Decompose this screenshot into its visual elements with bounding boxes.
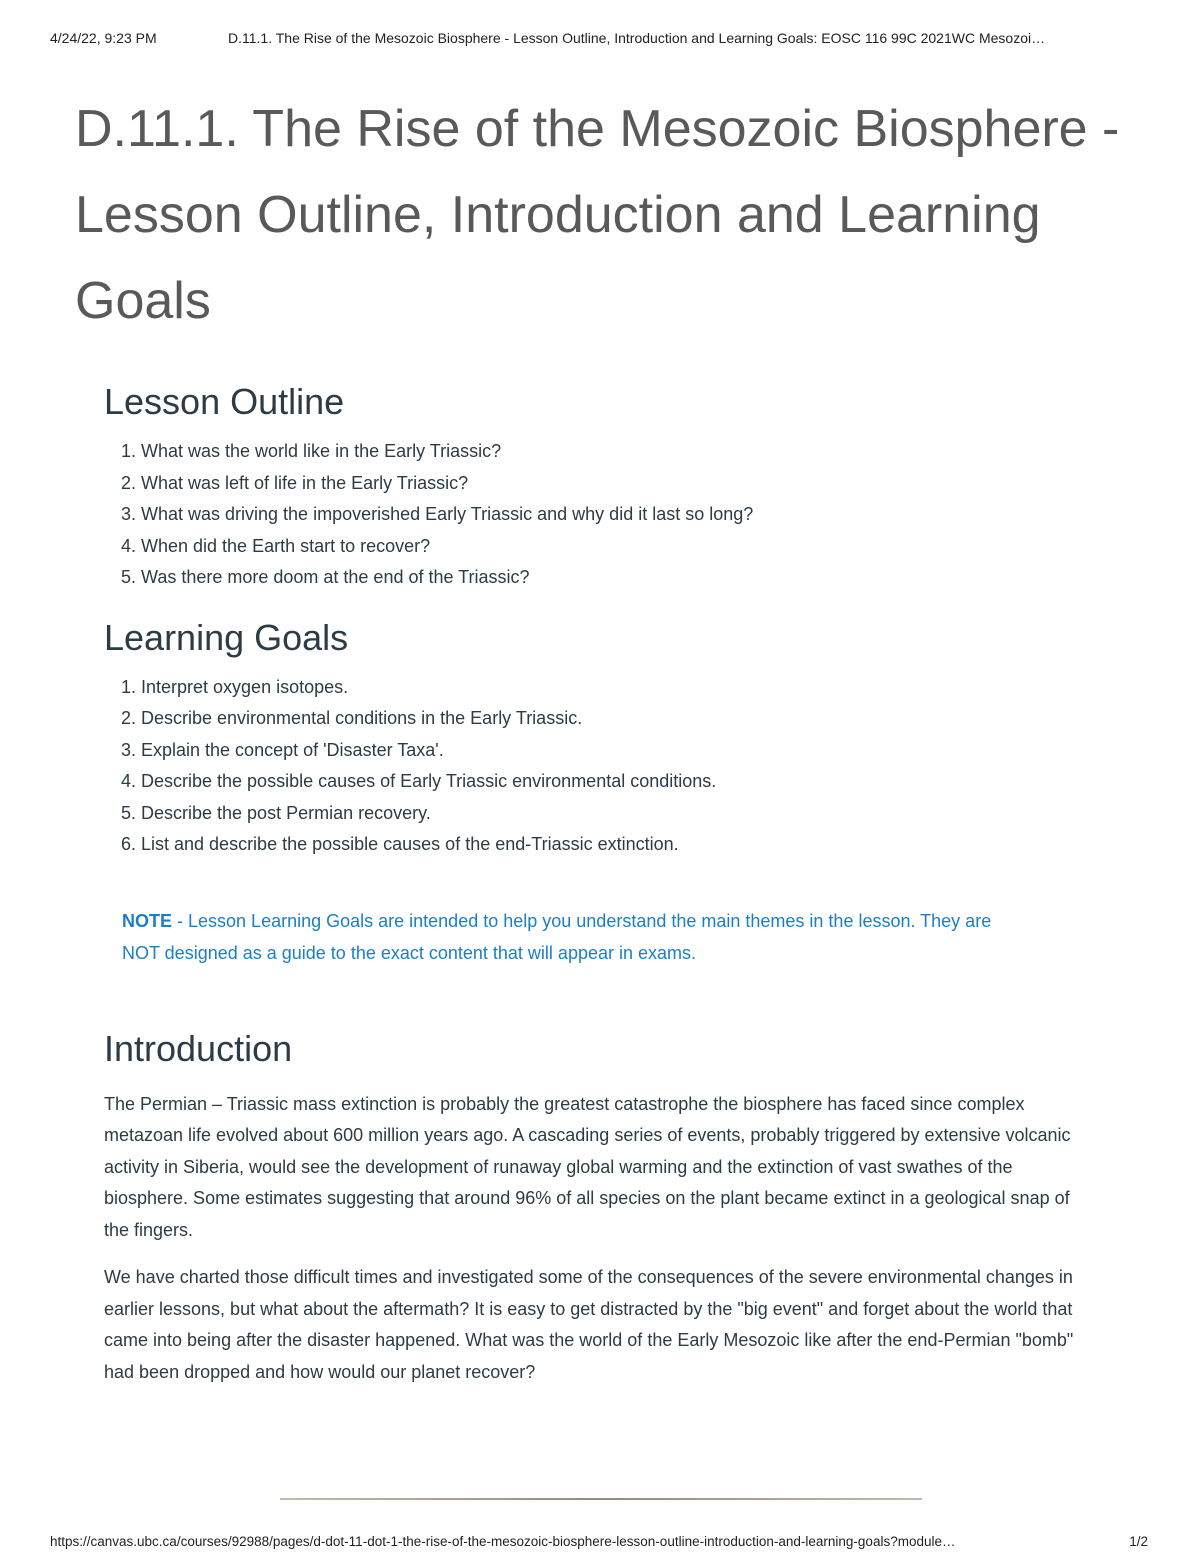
print-datetime: 4/24/22, 9:23 PM — [50, 30, 157, 46]
note-label: NOTE — [122, 910, 173, 931]
introduction-heading: Introduction — [104, 1027, 293, 1069]
print-doc-title: D.11.1. The Rise of the Mesozoic Biosphere - Lesson Outline, Introduction and Learning Goals: EOSC 116 99C 2021WC Mesozoi… — [228, 30, 1046, 46]
page-content — [104, 376, 1104, 1388]
list-item: 4. Describe the possible causes of Early Triassic environmental conditions. — [141, 766, 1104, 798]
intro-paragraph: We have charted those difficult times and investigated some of the consequences of the severe environmental changes in earlier lessons, but what about the aftermath? It is easy to get distracted by the "big event" and forget about the world that came into being after the disaster happened. What was the world of the Early Mesozoic like after the end-Permian "bomb" had been dropped and how would our planet recover? — [104, 1267, 1074, 1382]
page-number: 1/2 — [1129, 1534, 1148, 1549]
list-item: 5. Describe the post Permian recovery. — [141, 798, 1104, 830]
list-item: 3. Explain the concept of 'Disaster Taxa'. — [141, 735, 1104, 767]
list-item: 1. What was the world like in the Early Triassic? — [141, 436, 1104, 468]
list-item: 5. Was there more doom at the end of the Triassic? — [141, 562, 1104, 594]
list-item: 4. When did the Earth start to recover? — [141, 531, 1104, 563]
lesson-outline-list — [104, 436, 1104, 594]
lesson-outline-heading: Lesson Outline — [104, 381, 345, 422]
learning-goals-heading: Learning Goals — [104, 616, 349, 658]
list-item: 2. Describe environmental conditions in the Early Triassic. — [141, 703, 1104, 735]
image-top-edge — [280, 1498, 922, 1500]
list-item: 1. Interpret oxygen isotopes. — [141, 672, 1104, 704]
learning-goals-list — [104, 672, 1104, 861]
intro-paragraph: The Permian – Triassic mass extinction is probably the greatest catastrophe the biosphere has faced since complex metazoan life evolved about 600 million years ago. A cascading series of events, probably triggered by extensive volcanic activity in Siberia, would see the development of runaway global warming and the extinction of vast swathes of the biosphere. Some estimates suggesting that around 96% of all species on the plant became extinct in a geological snap of the fingers. — [104, 1093, 1071, 1240]
note-text: - Lesson Learning Goals are intended to help you understand the main themes in the lesson. They are NOT designed as a guide to the exact content that will appear in exams. — [122, 910, 992, 963]
list-item: 2. What was left of life in the Early Triassic? — [141, 468, 1104, 500]
note-callout — [122, 905, 1002, 969]
list-item: 3. What was driving the impoverished Early Triassic and why did it last so long? — [141, 499, 1104, 531]
page-title: D.11.1. The Rise of the Mesozoic Biosphere - Lesson Outline, Introduction and Learning Goals — [75, 100, 1120, 330]
list-item: 6. List and describe the possible causes of the end-Triassic extinction. — [141, 829, 1104, 861]
page-url[interactable]: https://canvas.ubc.ca/courses/92988/pages/d-dot-11-dot-1-the-rise-of-the-mesozoic-biosphere-lesson-outline-introduction-and-learning-goals?module… — [50, 1534, 956, 1549]
